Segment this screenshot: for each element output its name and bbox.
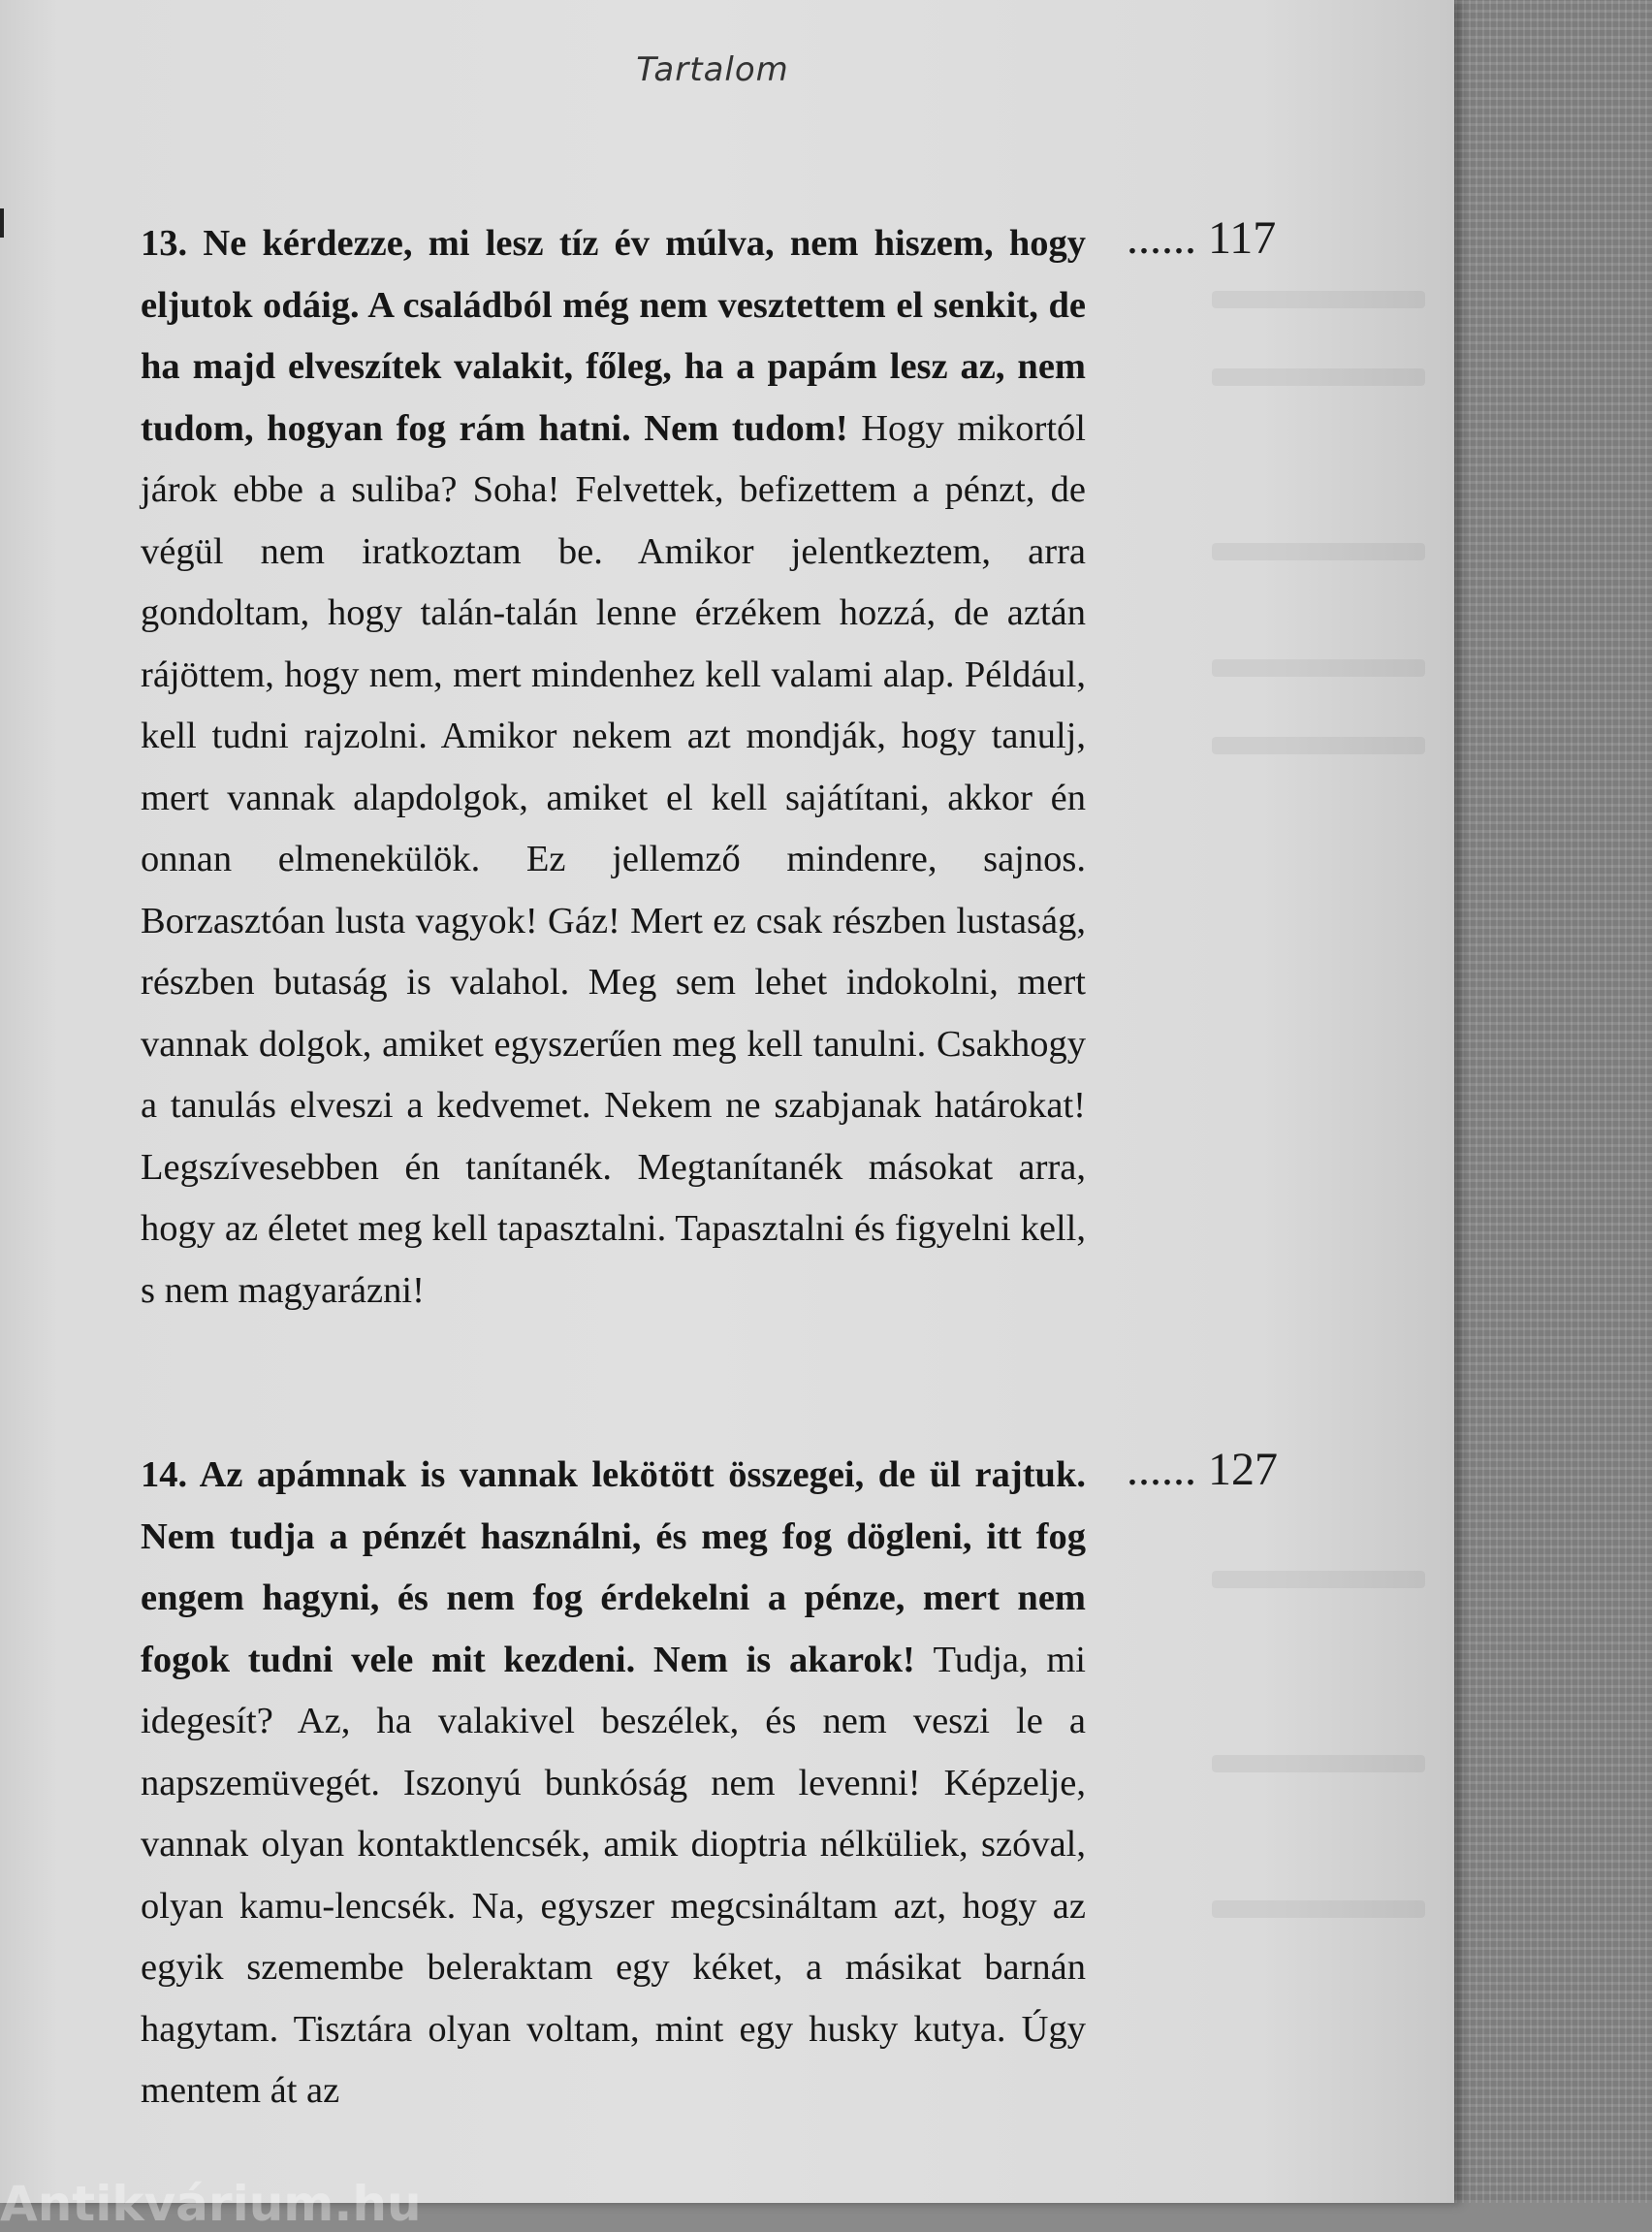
entry-body: Tudja, mi idegesít? Az, ha valakivel beszélek, és nem veszi le a napszemüvegét. Iszonyú bunkóság nem levenni! Képzelje, vannak olyan kontaktlencsék, amik dioptria nélküliek, szóval, olyan kamu-lencsék. Na, egyszer megcsináltam azt, hogy az egyik szemembe beleraktam egy kéket, a másikat barnán hagytam. Tisztára olyan voltam, mint egy husky kutya. Úgy mentem át az [141,1639,1086,2111]
bleed-through-line [1212,1900,1425,1918]
entry-body: Hogy mikortól járok ebbe a suliba? Soha! Felvettek, befizettem a pénzt, de végül nem iratkoztam be. Amikor jelentkeztem, arra gondoltam, hogy talán-talán lenne érzékem hozzá, de aztán rájöttem, hogy nem, mert mindenhez kell valami alap. Például, kell tudni rajzolni. Amikor nekem azt mondják, hogy tanulj, mert vannak alapdolgok, amiket el kell sajátítani, akkor én onnan elmenekülök. Ez jellemző mindenre, sajnos. Borzasztóan lusta vagyok! Gáz! Mert ez csak részben lustaság, részben butaság is valahol. Meg sem lehet indokolni, mert vannak dolgok, amiket egyszerűen meg kell tanulni. Csakhogy a tanulás elveszi a kedvemet. Nekem ne szabjanak határokat! Legszívesebben én tanítanék. Megtanítanék másokat arra, hogy az életet meg kell tapasztalni. Tapasztalni és figyelni kell, s nem magyarázni! [141,407,1087,1311]
bleed-through-line [1212,659,1425,677]
entry-heading: 13. Ne kérdezze, mi lesz tíz év múlva, nem hiszem, hogy eljutok odáig. A családból még nem vesztettem el senkit, de ha majd elveszítek valakit, főleg, ha a papám lesz az, nem tudom, hogyan fog rám hatni. Nem tudom! [141,223,1086,449]
page-number-127: ...... 127 [1127,1444,1278,1495]
bleed-through-line [1212,1571,1425,1588]
bleed-through-line [1212,291,1425,308]
left-edge-mark [0,208,4,238]
watermark: Antikvárium.hu [0,2176,422,2232]
background-texture [1435,0,1652,2203]
bleed-through-line [1212,543,1425,560]
bleed-through-line [1212,368,1425,386]
toc-entry-14 [141,1445,1086,2122]
bleed-through-line [1212,1755,1425,1772]
page-number-117: ...... 117 [1127,212,1277,264]
entry-heading: 14. Az apámnak is vannak lekötött összegei, de ül rajtuk. Nem tudja a pénzét használni, és meg fog dögleni, itt fog engem hagyni, és nem fog érdekelni a pénze, mert nem fogok tudni vele mit kezdeni. Nem is akarok! [141,1454,1086,1680]
running-title: Tartalom [636,50,789,89]
bleed-through-line [1212,737,1425,754]
toc-entry-13 [141,213,1086,1322]
